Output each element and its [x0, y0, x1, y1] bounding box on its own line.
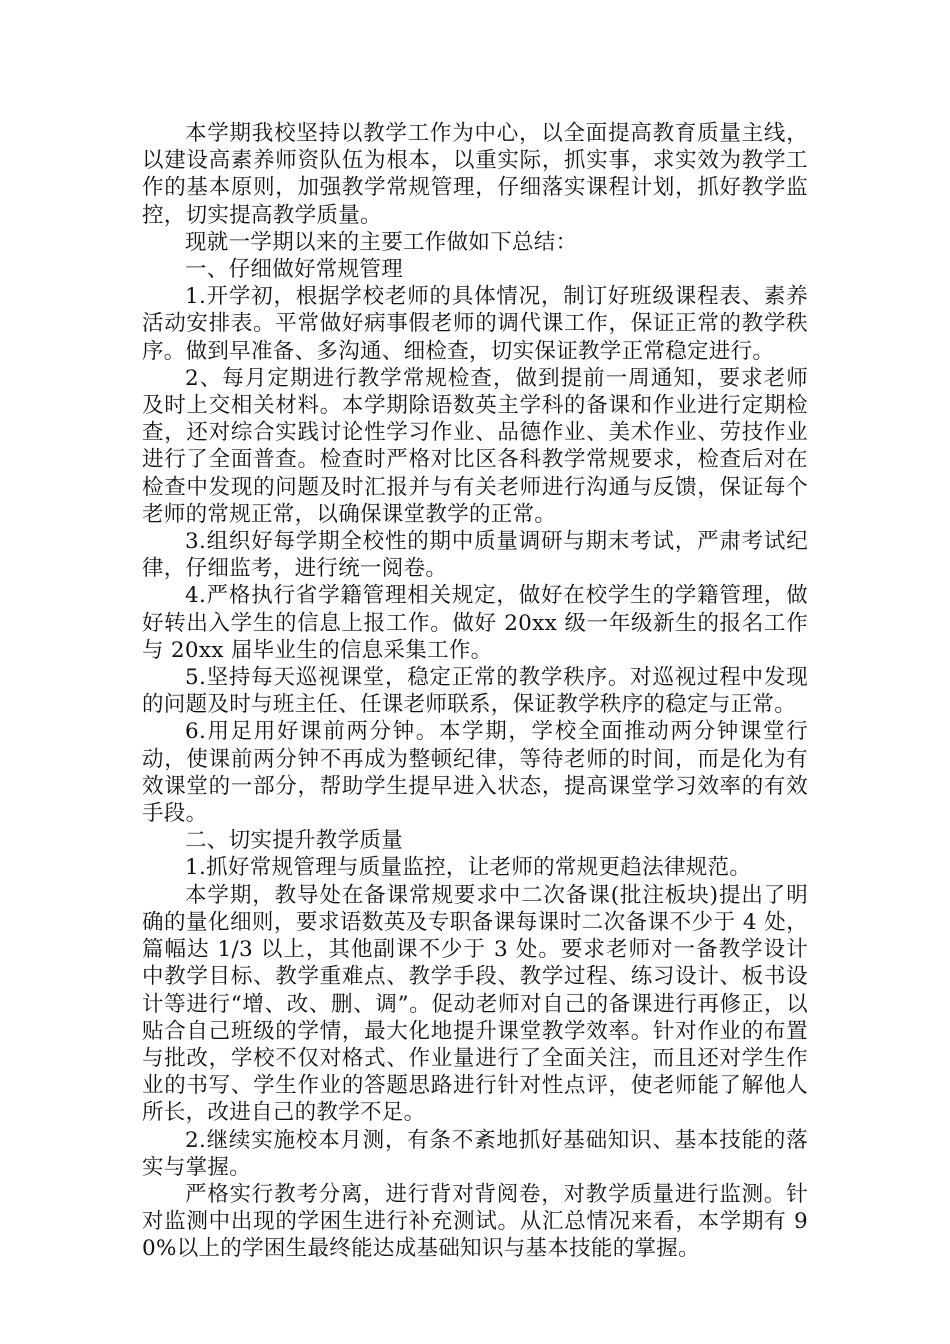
document-body	[142, 120, 808, 1263]
section-heading-2: 二、切实提升教学质量	[185, 828, 404, 854]
section-heading-1: 一、仔细做好常规管理	[185, 257, 404, 283]
paragraph-item: 2、每月定期进行教学常规检查，做到提前一周通知，要求老师及时上交相关材料。本学期除语数英主学科的备课和作业进行定期检查，还对综合实践讨论性学习作业、品德作业、美术作业、劳技作业进行了全面普查。检查时严格对比区各科教学常规要求，检查后对在检查中发现的问题及时汇报并与有关老师进行沟通与反馈，保证每个老师的常规正常，以确保课堂教学的正常。	[142, 365, 808, 527]
paragraph-item: 4.严格执行省学籍管理相关规定，做好在校学生的学籍管理，做好转出入学生的信息上报工作。做好 20xx 级一年级新生的报名工作与 20xx 届毕业生的信息采集工作。	[142, 583, 808, 663]
paragraph-summary-lead: 现就一学期以来的主要工作做如下总结：	[185, 229, 578, 255]
paragraph-item: 5.坚持每天巡视课堂，稳定正常的教学秩序。对巡视过程中发现的问题及时与班主任、任课老师联系，保证教学秩序的稳定与正常。	[142, 665, 808, 718]
paragraph-intro: 本学期我校坚持以教学工作为中心，以全面提高教育质量主线，以建设高素养师资队伍为根本，以重实际，抓实事，求实效为教学工作的基本原则，加强教学常规管理，仔细落实课程计划，抓好教学监控，切实提高教学质量。	[142, 121, 808, 228]
paragraph-item: 1.抓好常规管理与质量监控，让老师的常规更趋法律规范。	[185, 855, 752, 881]
paragraph-item: 6.用足用好课前两分钟。本学期，学校全面推动两分钟课堂行动，使课前两分钟不再成为整顿纪律，等待老师的时间，而是化为有效课堂的一部分，帮助学生提早进入状态，提高课堂学习效率的有效手段。	[142, 719, 808, 827]
paragraph-item: 1.开学初，根据学校老师的具体情况，制订好班级课程表、素养活动安排表。平常做好病事假老师的调代课工作，保证正常的教学秩序。做到早准备、多沟通、细检查，切实保证教学正常稳定进行。	[142, 284, 808, 364]
paragraph-item: 本学期，教导处在备课常规要求中二次备课(批注板块)提出了明确的量化细则，要求语数英及专职备课每课时二次备课不少于 4 处，篇幅达 1/3 以上，其他副课不少于 3 处。要求老师对一备教学设计中教学目标、教学重难点、教学手段、教学过程、练习设计、板书设计等进行“增、改、删、调”。促动老师对自己的备课进行再修正，以贴合自己班级的学情，最大化地提升课堂教学效率。针对作业的布置与批改，学校不仅对格式、作业量进行了全面关注，而且还对学生作业的书写、学生作业的答题思路进行针对性点评，使老师能了解他人所长，改进自己的教学不足。	[142, 882, 808, 1126]
paragraph-item: 3.组织好每学期全校性的期中质量调研与期末考试，严肃考试纪律，仔细监考，进行统一阅卷。	[142, 529, 808, 582]
paragraph-item: 2.继续实施校本月测，有条不紊地抓好基础知识、基本技能的落实与掌握。	[142, 1127, 808, 1180]
paragraph-item: 严格实行教考分离，进行背对背阅卷，对教学质量进行监测。针对监测中出现的学困生进行补充测试。从汇总情况来看，本学期有 90%以上的学困生最终能达成基础知识与基本技能的掌握。	[142, 1181, 808, 1262]
